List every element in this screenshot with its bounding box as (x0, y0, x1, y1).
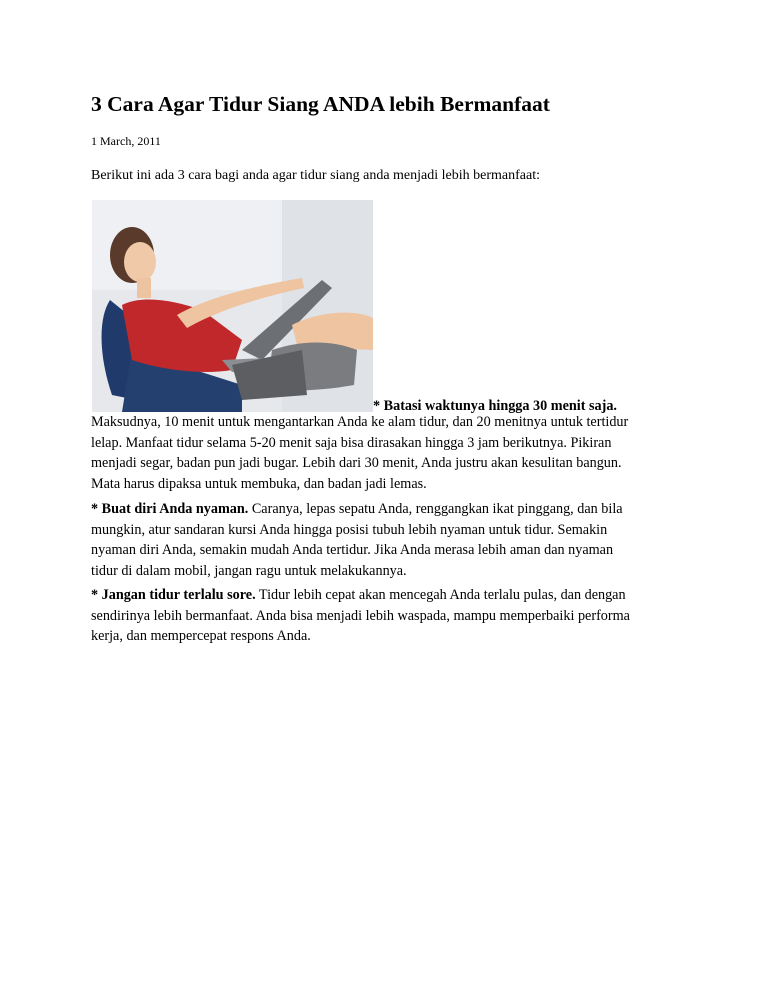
woman-napping-photo (92, 200, 373, 412)
tip-3-line: kerja, dan mempercepat respons Anda. (91, 628, 311, 645)
tip-1-line: lelap. Manfaat tidur selama 5-20 menit saja bisa dirasakan hingga 3 jam berikutnya. Pikiran (91, 434, 612, 451)
tip-1-line: Maksudnya, 10 menit untuk mengantarkan Anda ke alam tidur, dan 20 menitnya untuk tertidur (91, 414, 629, 430)
article-date: 1 March, 2011 (91, 134, 161, 148)
tip-3-line: sendirinya lebih bermanfaat. Anda bisa menjadi lebih waspada, mampu memperbaiki performa (91, 607, 630, 624)
tip-2-first-line (91, 499, 681, 520)
tip-2-lead: Caranya, lepas sepatu Anda, renggangkan ikat pinggang, dan bila (248, 501, 623, 517)
tip-2-heading: * Buat diri Anda nyaman. (91, 501, 249, 517)
article-title: 3 Cara Agar Tidur Siang ANDA lebih Bermanfaat (91, 92, 550, 116)
tip-1-heading: * Batasi waktunya hingga 30 menit saja. (373, 398, 617, 414)
tip-2-line: nyaman diri Anda, semakin mudah Anda tertidur. Jika Anda merasa lebih aman dan nyaman (91, 542, 614, 559)
photo-illustration (92, 200, 373, 412)
tip-1-line: Mata harus dipaksa untuk membuka, dan badan jadi lemas. (91, 475, 427, 492)
article-intro: Berikut ini ada 3 cara bagi anda agar tidur siang anda menjadi lebih bermanfaat: (91, 168, 540, 183)
tip-3-first-line (91, 585, 681, 606)
tip-2-line: tidur di dalam mobil, jangan ragu untuk melakukannya. (91, 562, 407, 579)
tip-2-body (91, 499, 681, 581)
tip-1-line: menjadi segar, badan pun jadi bugar. Lebih dari 30 menit, Anda justru akan kesulitan bangun. (91, 455, 622, 472)
tip-3-heading: * Jangan tidur terlalu sore. (91, 587, 256, 603)
tip-1-body (91, 412, 681, 494)
tip-3-lead: Tidur lebih cepat akan mencegah Anda terlalu pulas, dan dengan (255, 587, 626, 603)
tip-3-body (91, 585, 681, 647)
tip-2-line: mungkin, atur sandaran kursi Anda hingga posisi tubuh lebih nyaman untuk tidur. Semakin (91, 521, 608, 538)
